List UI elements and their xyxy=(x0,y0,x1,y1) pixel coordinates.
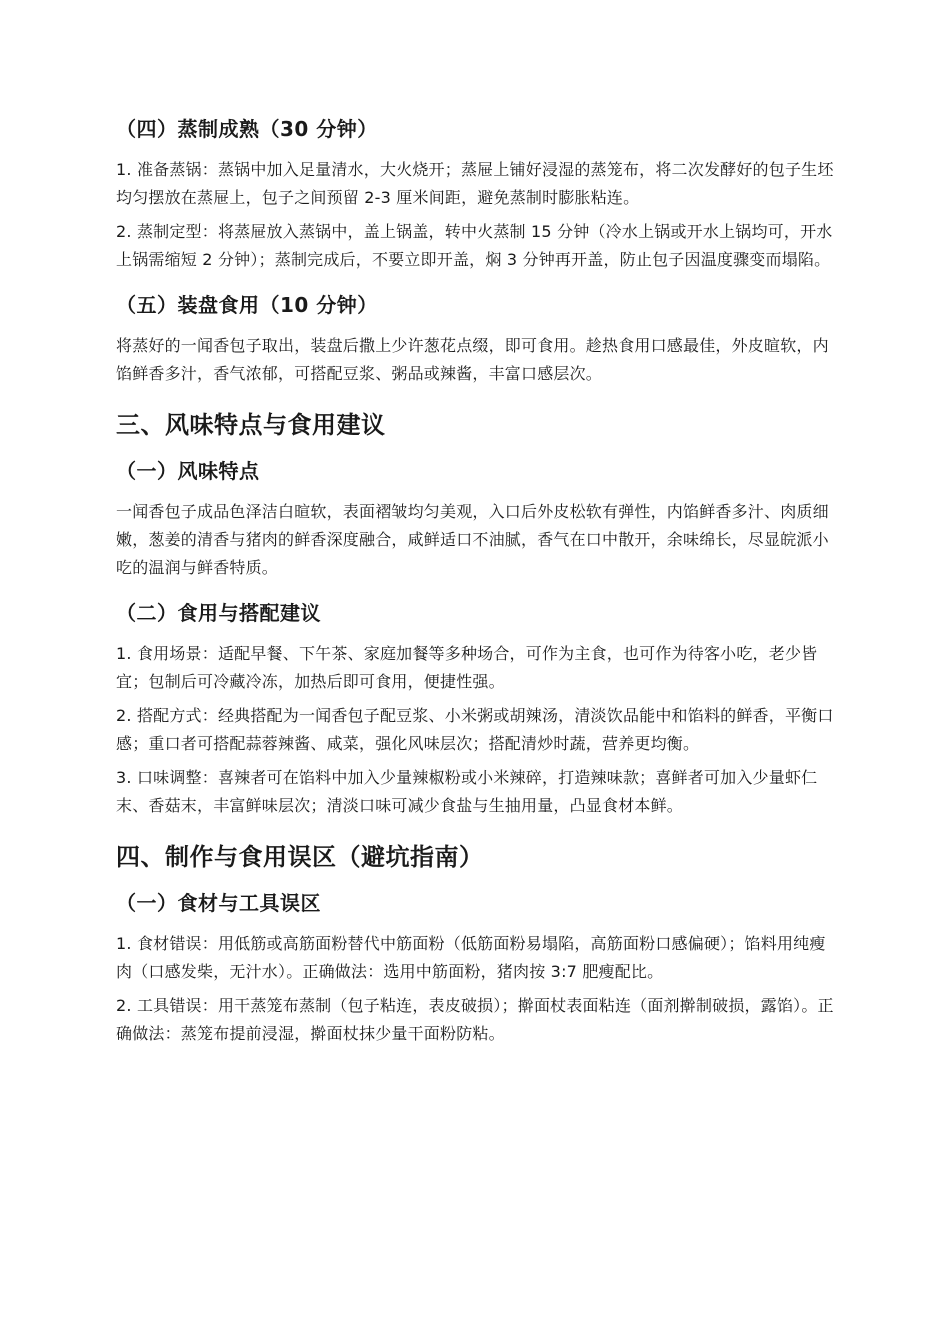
mistakes-heading: （一）食材与工具误区 xyxy=(116,891,321,915)
pairing-item-2: 2. 搭配方式：经典搭配为一闻香包子配豆浆、小米粥或胡辣汤，清淡饮品能中和馅料的鲜香，平衡口感；重口者可搭配蒜蓉辣酱、咸菜，强化风味层次；搭配清炒时蔬，营养更均衡。 xyxy=(116,706,834,753)
flavor-paragraph: 一闻香包子成品色泽洁白暄软，表面褶皱均匀美观，入口后外皮松软有弹性，内馅鲜香多汁、肉质细嫩，葱姜的清香与猪肉的鲜香深度融合，咸鲜适口不油腻，香气在口中散开，余味绵长，尽显皖派小吃的温润与鲜香特质。 xyxy=(116,502,829,577)
mistake-item-2: 2. 工具错误：用干蒸笼布蒸制（包子粘连，表皮破损）；擀面杖表面粘连（面剂擀制破损，露馅）。正确做法：蒸笼布提前浸湿，擀面杖抹少量干面粉防粘。 xyxy=(116,996,834,1043)
part3-title: 三、风味特点与食用建议 xyxy=(116,411,386,439)
flavor-heading: （一）风味特点 xyxy=(116,459,260,483)
pairing-item-1: 1. 食用场景：适配早餐、下午茶、家庭加餐等多种场合，可作为主食，也可作为待客小吃，老少皆宜；包制后可冷藏冷冻，加热后即可食用，便捷性强。 xyxy=(116,644,818,691)
part4-title: 四、制作与食用误区（避坑指南） xyxy=(116,843,484,871)
pairing-heading: （二）食用与搭配建议 xyxy=(116,601,321,625)
section-heading-steam: （四）蒸制成熟（30 分钟） xyxy=(116,117,378,141)
steam-step-2: 2. 蒸制定型：将蒸屉放入蒸锅中，盖上锅盖，转中火蒸制 15 分钟（冷水上锅或开水上锅均可，开水上锅需缩短 2 分钟）；蒸制完成后，不要立即开盖，焖 3 分钟再开盖，防止包子因温度骤变而塌陷。 xyxy=(116,222,833,269)
section-heading-serve: （五）装盘食用（10 分钟） xyxy=(116,293,378,317)
steam-step-1: 1. 准备蒸锅：蒸锅中加入足量清水，大火烧开；蒸屉上铺好浸湿的蒸笼布，将二次发酵好的包子生坯均匀摆放在蒸屉上，包子之间预留 2-3 厘米间距，避免蒸制时膨胀粘连。 xyxy=(116,160,834,207)
serve-paragraph: 将蒸好的一闻香包子取出，装盘后撒上少许葱花点缀，即可食用。趁热食用口感最佳，外皮暄软，内馅鲜香多汁，香气浓郁，可搭配豆浆、粥品或辣酱，丰富口感层次。 xyxy=(116,336,829,383)
pairing-item-3: 3. 口味调整：喜辣者可在馅料中加入少量辣椒粉或小米辣碎，打造辣味款；喜鲜者可加入少量虾仁末、香菇末，丰富鲜味层次；清淡口味可减少食盐与生抽用量，凸显食材本鲜。 xyxy=(116,768,818,815)
mistake-item-1: 1. 食材错误：用低筋或高筋面粉替代中筋面粉（低筋面粉易塌陷，高筋面粉口感偏硬）；馅料用纯瘦肉（口感发柴，无汁水）。正确做法：选用中筋面粉，猪肉按 3:7 肥瘦配比。 xyxy=(116,934,826,981)
